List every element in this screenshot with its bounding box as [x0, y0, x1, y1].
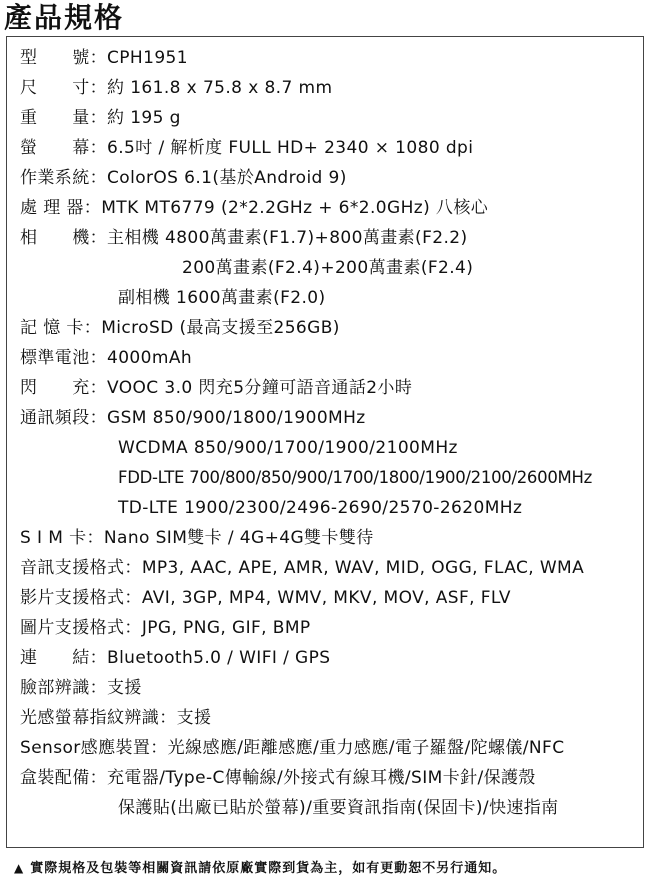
spec-label: 作業系統：	[20, 168, 107, 188]
spec-row-bands-td	[20, 493, 645, 523]
spec-row-box	[20, 763, 645, 793]
spec-value: JPG, PNG, GIF, BMP	[141, 618, 311, 638]
spec-row-bands	[20, 403, 645, 433]
spec-row-connectivity	[20, 643, 645, 673]
spec-label: Sensor感應裝置：	[20, 738, 168, 758]
spec-value: 約 161.8 x 75.8 x 8.7 mm	[107, 78, 333, 98]
spec-value: 副相機 1600萬畫素(F2.0)	[118, 288, 326, 308]
spec-row-weight	[20, 103, 645, 133]
spec-row-screen	[20, 133, 645, 163]
spec-value: MicroSD (最高支援至256GB)	[101, 318, 340, 338]
spec-label: 標準電池：	[20, 348, 107, 368]
spec-value: WCDMA 850/900/1700/1900/2100MHz	[118, 438, 458, 458]
spec-label: 處 理 器：	[20, 198, 102, 218]
spec-label: 型 號：	[20, 48, 107, 68]
spec-row-camera	[20, 223, 645, 253]
spec-label: 圖片支援格式：	[20, 618, 142, 638]
spec-row-os	[20, 163, 645, 193]
spec-value: Bluetooth5.0 / WIFI / GPS	[107, 648, 331, 668]
spec-label: 臉部辨識：	[20, 678, 107, 698]
spec-value: MP3, AAC, APE, AMR, WAV, MID, OGG, FLAC, WMA	[141, 558, 585, 578]
spec-value: 光線感應/距離感應/重力感應/電子羅盤/陀螺儀/NFC	[167, 738, 565, 758]
spec-value: 6.5吋 / 解析度 FULL HD+ 2340 × 1080 dpi	[107, 138, 474, 158]
spec-row-memory-card	[20, 313, 645, 343]
spec-row-front-camera	[20, 283, 645, 313]
spec-label: S I M 卡：	[20, 528, 104, 548]
spec-label: 尺 寸：	[20, 78, 107, 98]
spec-label: 影片支援格式：	[20, 588, 142, 608]
spec-value: 充電器/Type-C傳輸線/外接式有線耳機/SIM卡針/保護殼	[107, 768, 536, 788]
spec-value: 保護貼(出廠已貼於螢幕)/重要資訊指南(保固卡)/快速指南	[118, 798, 559, 818]
spec-row-video	[20, 583, 645, 613]
disclaimer-text: 實際規格及包裝等相關資訊請依原廠實際到貨為主，如有更動恕不另行通知。	[30, 861, 507, 876]
spec-row-sim	[20, 523, 645, 553]
spec-value: CPH1951	[107, 48, 188, 68]
spec-label: 螢 幕：	[20, 138, 107, 158]
spec-value: 200萬畫素(F2.4)+200萬畫素(F2.4)	[182, 258, 474, 278]
spec-row-bands-wcdma	[20, 433, 645, 463]
spec-label: 音訊支援格式：	[20, 558, 142, 578]
spec-value: 支援	[107, 678, 142, 698]
spec-label: 重 量：	[20, 108, 107, 128]
spec-value: 4000mAh	[107, 348, 193, 368]
spec-value: AVI, 3GP, MP4, WMV, MKV, MOV, ASF, FLV	[141, 588, 511, 608]
spec-value: 約 195 g	[107, 108, 181, 128]
spec-row-image	[20, 613, 645, 643]
spec-label: 盒裝配備：	[20, 768, 107, 788]
spec-row-sensors	[20, 733, 645, 763]
spec-value: TD-LTE 1900/2300/2496-2690/2570-2620MHz	[118, 498, 523, 518]
spec-label: 通訊頻段：	[20, 408, 107, 428]
spec-row-bands-fdd	[20, 463, 645, 493]
spec-value: MTK MT6779 (2*2.2GHz + 6*2.0GHz) 八核心	[101, 198, 489, 218]
spec-label: 閃 充：	[20, 378, 107, 398]
page-title: 產品規格	[4, 1, 125, 34]
spec-row-model	[20, 43, 645, 73]
spec-value: GSM 850/900/1800/1900MHz	[107, 408, 366, 428]
spec-row-fingerprint	[20, 703, 645, 733]
spec-label: 相 機：	[20, 228, 107, 248]
spec-row-processor	[20, 193, 645, 223]
spec-value: 主相機 4800萬畫素(F1.7)+800萬畫素(F2.2)	[107, 228, 468, 248]
spec-list	[20, 43, 645, 823]
spec-value: Nano SIM雙卡 / 4G+4G雙卡雙待	[103, 528, 374, 548]
spec-row-face-id	[20, 673, 645, 703]
spec-row-audio	[20, 553, 645, 583]
spec-value: VOOC 3.0 閃充5分鐘可語音通話2小時	[107, 378, 413, 398]
spec-row-box-cont	[20, 793, 645, 823]
spec-row-battery	[20, 343, 645, 373]
spec-row-camera-cont	[20, 253, 645, 283]
spec-row-fast-charge	[20, 373, 645, 403]
spec-value: FDD-LTE 700/800/850/900/1700/1800/1900/2100/2600MHz	[118, 468, 592, 487]
disclaimer	[14, 856, 506, 881]
spec-value: ColorOS 6.1(基於Android 9)	[107, 168, 347, 188]
spec-row-size	[20, 73, 645, 103]
spec-label: 連 結：	[20, 648, 107, 668]
spec-value: 支援	[176, 708, 212, 728]
triangle-icon: ▲	[14, 861, 25, 875]
spec-label: 光感螢幕指紋辨識：	[20, 708, 177, 728]
spec-label: 記 憶 卡：	[20, 318, 102, 338]
